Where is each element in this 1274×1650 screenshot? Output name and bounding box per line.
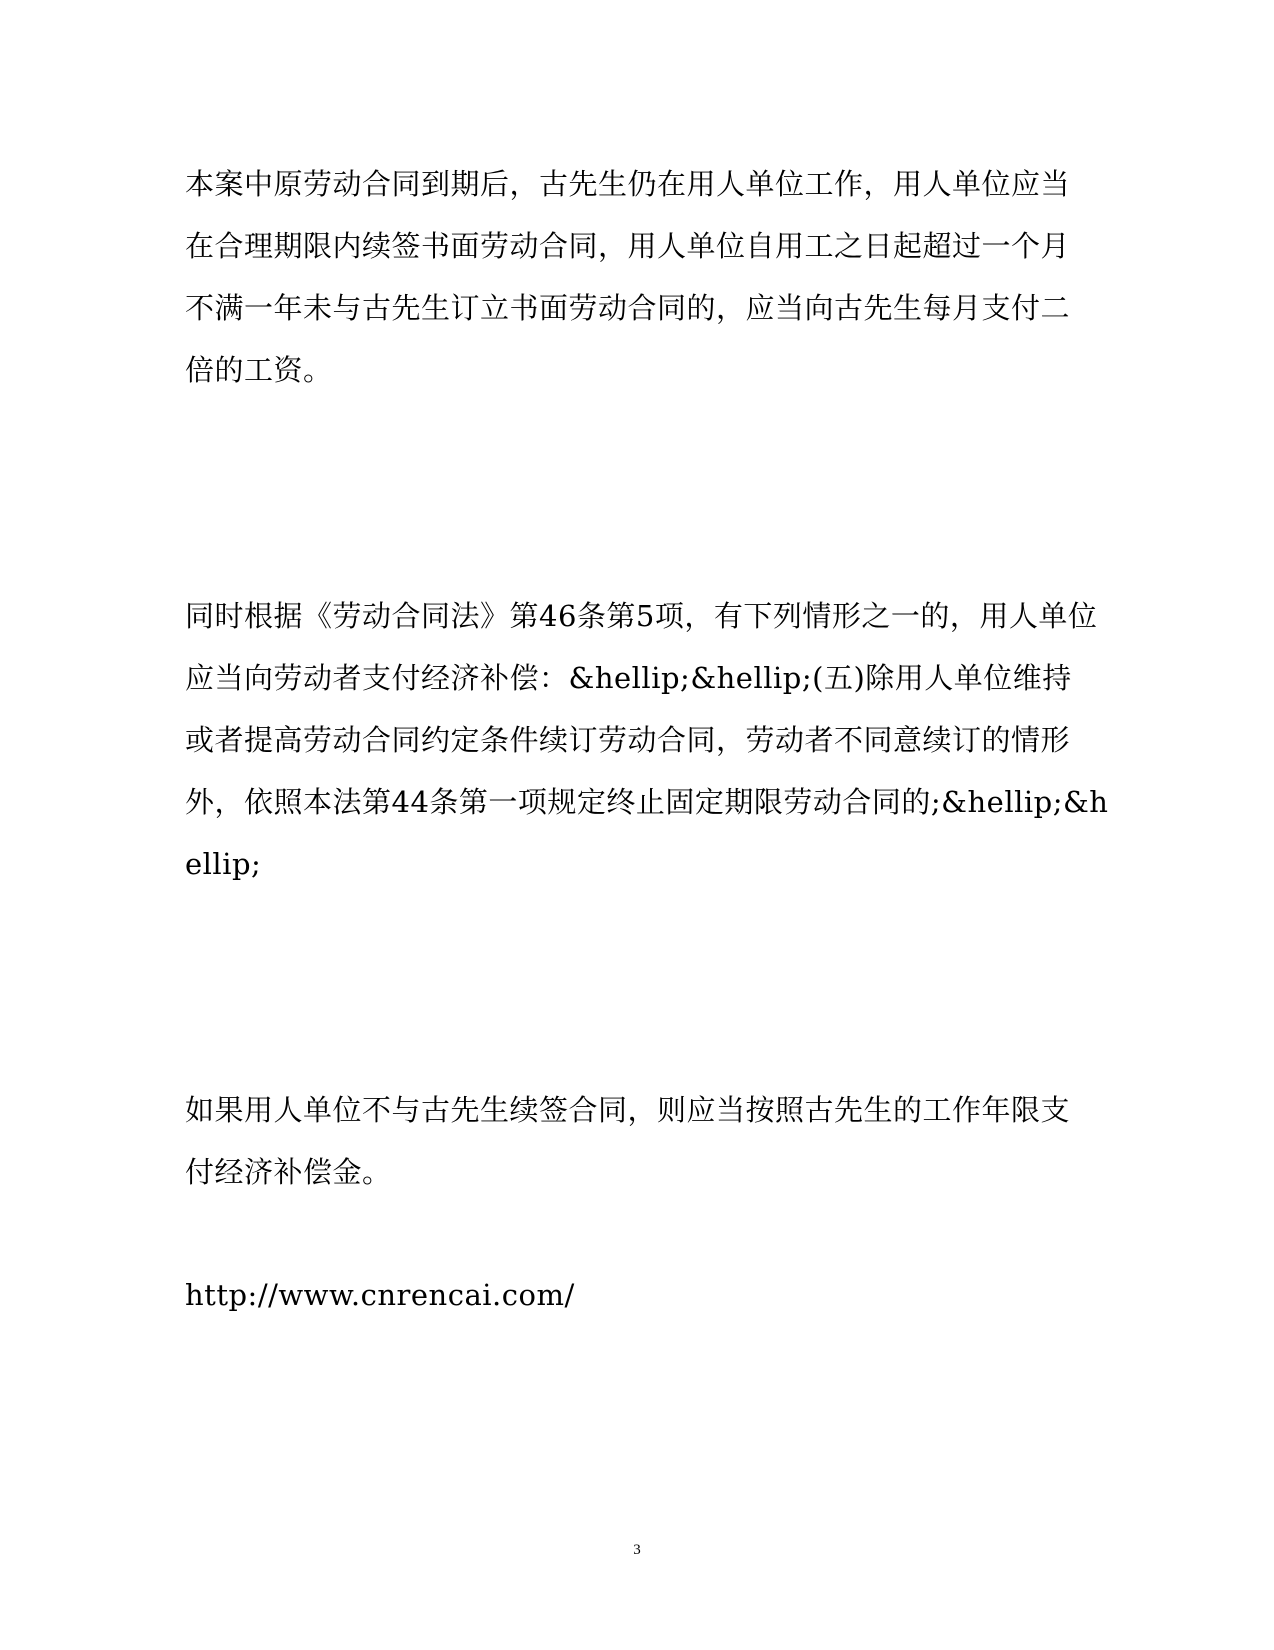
paragraph-line: 同时根据《劳动合同法》第46条第5项，有下列情形之一的，用人单位 (185, 599, 1098, 633)
paragraph-line: ellip; (185, 847, 262, 881)
paragraph-line: 外，依照本法第44条第一项规定终止固定期限劳动合同的;&hellip;&h (185, 785, 1109, 819)
paragraph-line: 倍的工资。 (185, 353, 333, 387)
paragraph-line: 不满一年未与古先生订立书面劳动合同的，应当向古先生每月支付二 (185, 291, 1071, 325)
url-text: http://www.cnrencai.com/ (185, 1278, 575, 1312)
page-number: 3 (633, 1542, 641, 1558)
paragraph-line: 如果用人单位不与古先生续签合同，则应当按照古先生的工作年限支 (185, 1093, 1071, 1127)
paragraph-line: 在合理期限内续签书面劳动合同，用人单位自用工之日起超过一个月 (185, 229, 1071, 263)
paragraph-line: 或者提高劳动合同约定条件续订劳动合同，劳动者不同意续订的情形 (185, 723, 1071, 757)
paragraph-line: 本案中原劳动合同到期后，古先生仍在用人单位工作，用人单位应当 (185, 167, 1071, 201)
paragraph-line: 付经济补偿金。 (185, 1155, 392, 1189)
paragraph-line: 应当向劳动者支付经济补偿：&hellip;&hellip;(五)除用人单位维持 (185, 661, 1072, 695)
